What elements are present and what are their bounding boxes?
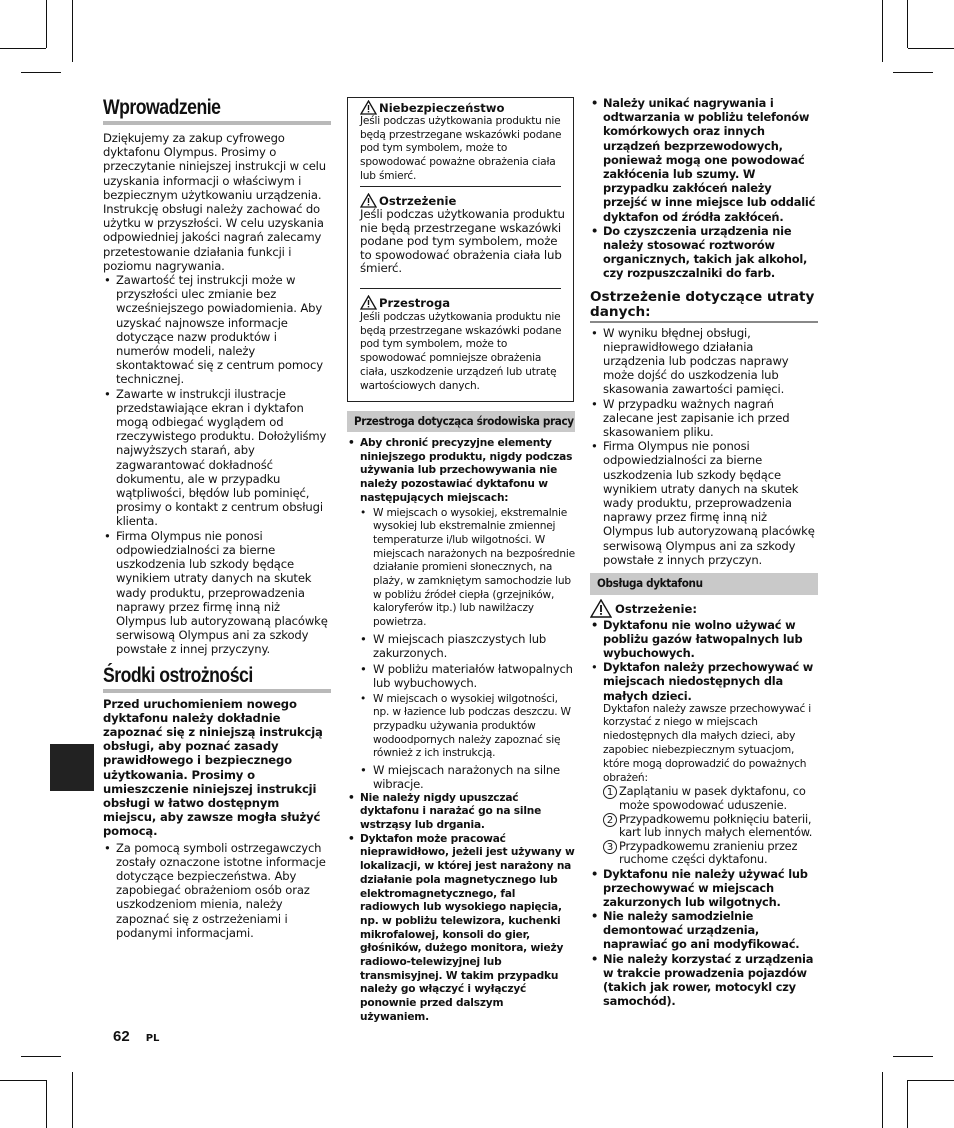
list-item: • W wyniku błędnej obsługi, nieprawidłowego działania urządzenia lub podczas naprawy może dojść do uszkodzenia lub skasowania zawartości pamięci. xyxy=(590,326,818,397)
warning-text: Jeśli podczas użytkowania produktu nie będą przestrzegane wskazówki podane pod tym symbolem, może to spowodować obrażenia ciała lub śmierć. xyxy=(360,207,565,276)
handling-list xyxy=(590,618,818,1008)
handling-heading: Obsługa dyktafonu xyxy=(590,573,818,595)
caution-title: Przestroga xyxy=(379,295,451,310)
list-item: • W miejscach o wysokiej wilgotności, np. w łazience lub podczas deszczu. W przypadku używania produktów wodoodpornych należy zapoznać się również z ich instrukcją. xyxy=(360,693,575,762)
list-item: • Zawartość tej instrukcji może w przyszłości ulec zmianie bez wcześniejszego powiadomienia. Aby uzyskać najnowsze informacje dotyczące nazw produktów i numerów modeli, należy skontaktować się z centrum pomocy technicznej. xyxy=(103,273,331,387)
language-code: PL xyxy=(145,1033,160,1044)
safety-bullets xyxy=(103,841,331,940)
divider xyxy=(360,288,561,289)
numbered-item: 2 Przypadkowemu połknięciu baterii, kart lub innych małych elementów. xyxy=(603,813,818,840)
environment-sublist xyxy=(360,507,575,792)
caution-text: Jeśli podczas użytkowania produktu nie będą przestrzegane wskazówki podane pod tym symbolem, może to spowodować pomniejsze obrażenia ciała, uszkodzenie urządzeń lub utratę wartościowych danych. xyxy=(360,311,562,392)
number-badge: 1 xyxy=(603,785,617,799)
list-item: • Firma Olympus nie ponosi odpowiedzialności za bierne uszkodzenia lub szkody będące wynikiem utraty danych na skutek wady produktu, przeprowadzenia naprawy przez firmę inną niż Olympus lub autoryzowaną placówkę serwisową Olympus ani za szkody powstałe z innych przyczyn. xyxy=(590,439,818,567)
safety-paragraph: Przed uruchomieniem nowego dyktafonu należy dokładnie zapoznać się z niniejszą instrukcją obsługi, aby poznać zasady prawidłowego i bezpiecznego użytkowania. Prosimy o umieszczenie niniejszej instrukcji obsługi w łatwo dostępnym miejscu, aby zawsze mogła służyć pomocą. xyxy=(103,696,323,839)
list-item: • Za pomocą symboli ostrzegawczych zostały oznaczone istotne informacje dotyczące bezpieczeństwa. Aby zapobiegać obrażeniom osób oraz uszkodzeniom mienia, należy zapoznać się z ostrzeżeniami i podanymi informacjami. xyxy=(103,841,331,940)
warning-box xyxy=(347,97,574,402)
page-number xyxy=(113,1028,159,1045)
dataloss-list xyxy=(590,326,818,567)
intro-bullets xyxy=(103,273,331,656)
col3-list-top xyxy=(590,96,818,281)
heading-rule xyxy=(103,121,331,125)
handling-warning-header: Ostrzeżenie: xyxy=(590,599,818,618)
list-item: • Aby chronić precyzyjne elementy niniejszego produktu, nigdy podczas używania lub przechowywania nie należy pozostawiać dyktafonu w następujących miejscach: • W miejscach o wysokiej, ekstremalnie wysokiej lub ekstremalnie zmiennej temperaturze i/lub wilgotności. W miejscach narażonych na bezpośrednie działanie promieni słonecznych, na plaży, w zamkniętym samochodzie lub w pobliżu źródeł ciepła (grzejników, kaloryferów itp.) lub nawilżaczy powietrza. • W miejscach piaszczystych lub zakurzonych. • W pobliżu materiałów łatwopalnych lub wybuchowych. • W miejscach o wysokiej wilgotności, np. w łazience lub podczas deszczu. W przypadku używania produktów wodoodpornych należy zapoznać się również z ich instrukcją. • W miejscach narażonych na silne wibracje. xyxy=(347,437,575,792)
warning-title: Ostrzeżenie xyxy=(379,193,457,208)
intro-heading: Wprowadzenie xyxy=(103,96,221,119)
list-item: • Zawarte w instrukcji ilustracje przedstawiające ekran i dyktafon mogą odbiegać wyglądem od rzeczywistego produktu. Dołożyliśmy najwyższych starań, aby zagwarantować dokładność dokumentu, ale w przypadku wątpliwości, błędów lub pominięć, prosimy o kontakt z centrum obsługi klienta. xyxy=(103,387,331,529)
intro-paragraph: Dziękujemy za zakup cyfrowego dyktafonu Olympus. Prosimy o przeczytanie niniejszej instrukcji w celu uzyskania informacji o właściwym i bezpiecznym użytkowaniu urządzenia. Instrukcję obsługi należy zachować do użytku w przyszłości. W celu uzyskania odpowiedniej jakości nagrań zalecamy przetestowanie działania funkcji i poziomu nagrywania. xyxy=(103,131,326,273)
danger-title: Niebezpieczeństwo xyxy=(379,100,505,115)
list-item: • W miejscach o wysokiej, ekstremalnie wysokiej lub ekstremalnie zmiennej temperaturze i/lub wilgotności. W miejscach narażonych na bezpośrednie działanie promieni słonecznych, na plaży, w zamkniętym samochodzie lub w pobliżu źródeł ciepła (grzejników, kaloryferów itp.) lub nawilżaczy powietrza. xyxy=(360,507,575,630)
list-item: • W miejscach narażonych na silne wibracje. xyxy=(360,763,575,791)
environment-heading: Przestroga dotycząca środowiska pracy xyxy=(347,411,575,432)
environment-list xyxy=(347,437,575,1025)
list-item: • Nie należy korzystać z urządzenia w trakcie prowadzenia pojazdów (takich jak rower, motocykl czy samochód). xyxy=(590,952,818,1008)
heading-rule xyxy=(103,689,331,693)
safety-heading: Środki ostrożności xyxy=(103,663,253,687)
warning-triangle-icon xyxy=(360,295,377,310)
list-item: • W miejscach piaszczystych lub zakurzonych. xyxy=(360,632,575,660)
list-item: • Firma Olympus nie ponosi odpowiedzialności za bierne uszkodzenia lub szkody będące wynikiem utraty danych na skutek wady produktu, przeprowadzenia naprawy przez firmę inną niż Olympus lub autoryzowaną placówkę serwisową Olympus ani za szkody powstałe z innej przyczyny. xyxy=(103,529,331,657)
list-item: • Do czyszczenia urządzenia nie należy stosować roztworów organicznych, takich jak alkohol, czy rozpuszczalniki do farb. xyxy=(590,224,818,281)
column-3 xyxy=(590,96,818,1008)
list-item: • Dyktafon może pracować nieprawidłowo, jeżeli jest używany w lokalizacji, w której jest narażony na działanie pola magnetycznego lub elektromagnetycznego, fal radiowych lub wysokiego napięcia, np. w pobliżu telewizora, kuchenki mikrofalowej, konsoli do gier, głośników, dużego monitora, wieży radiowo-telewizyjnej lub transmisyjnej. W takim przypadku należy go włączyć i wyłączyć ponownie przed dalszym używaniem. xyxy=(347,833,575,1025)
warning-triangle-icon xyxy=(590,599,612,618)
list-item: • Nie należy nigdy upuszczać dyktafonu i narażać go na silne wstrząsy lub drgania. xyxy=(347,792,575,833)
list-item: • Nie należy samodzielnie demontować urządzenia, naprawiać go ani modyfikować. xyxy=(590,909,818,951)
list-item-detail: Dyktafon należy zawsze przechowywać i korzystać z niego w miejscach niedostępnych dla małych dzieci, aby zapobiec niebezpiecznym sytuacjom, które mogą doprowadzić do poważnych obrażeń: xyxy=(603,702,812,784)
list-item: • W pobliżu materiałów łatwopalnych lub wybuchowych. xyxy=(360,662,575,690)
numbered-item: 1 Zaplątaniu w pasek dyktafonu, co może spowodować uduszenie. xyxy=(603,785,818,812)
list-item: • Dyktafonu nie należy używać lub przechowywać w miejscach zakurzonych lub wilgotnych. xyxy=(590,867,818,909)
number-badge: 3 xyxy=(603,840,617,854)
warning-section xyxy=(348,190,573,276)
page-number-value: 62 xyxy=(113,1028,130,1045)
list-item: • Dyktafon należy przechowywać w miejscach niedostępnych dla małych dzieci. Dyktafon należy zawsze przechowywać i korzystać z niego w miejscach niedostępnych dla małych dzieci, aby zapobiec niebezpiecznym sytuacjom, które mogą doprowadzić do poważnych obrażeń: 1 Zaplątaniu w pasek dyktafonu, co może spowodować uduszenie. 2 Przypadkowemu połknięciu baterii, kart lub innych małych elementów. 3 Przypadkowemu zranieniu przez ruchome części dyktafonu. xyxy=(590,660,818,867)
danger-section xyxy=(348,98,573,184)
heading-rule xyxy=(590,321,818,323)
numbered-item: 3 Przypadkowemu zranieniu przez ruchome części dyktafonu. xyxy=(603,840,818,867)
caution-section xyxy=(348,292,573,393)
number-badge: 2 xyxy=(603,813,617,827)
divider xyxy=(360,186,561,187)
environment-section xyxy=(347,411,575,1025)
list-item: • Dyktafonu nie wolno używać w pobliżu gazów łatwopalnych lub wybuchowych. xyxy=(590,618,818,660)
list-item: • W przypadku ważnych nagrań zalecane jest zapisanie ich przed skasowaniem pliku. xyxy=(590,397,818,440)
danger-text: Jeśli podczas użytkowania produktu nie będą przestrzegane wskazówki podane pod tym symbolem, może to spowodować poważne obrażenia ciała lub śmierć. xyxy=(360,115,562,182)
dataloss-heading: Ostrzeżenie dotyczące utraty danych: xyxy=(590,288,815,320)
warning-triangle-icon xyxy=(360,100,377,115)
column-1 xyxy=(103,96,331,940)
list-item: • Należy unikać nagrywania i odtwarzania w pobliżu telefonów komórkowych oraz innych urządzeń bezprzewodowych, ponieważ mogą one powodować zakłócenia lub szumy. W przypadku zakłóceń należy przejść w inne miejsce lub oddalić dyktafon od źródła zakłóceń. xyxy=(590,96,818,224)
chapter-tab xyxy=(50,744,94,791)
warning-triangle-icon xyxy=(360,193,377,208)
